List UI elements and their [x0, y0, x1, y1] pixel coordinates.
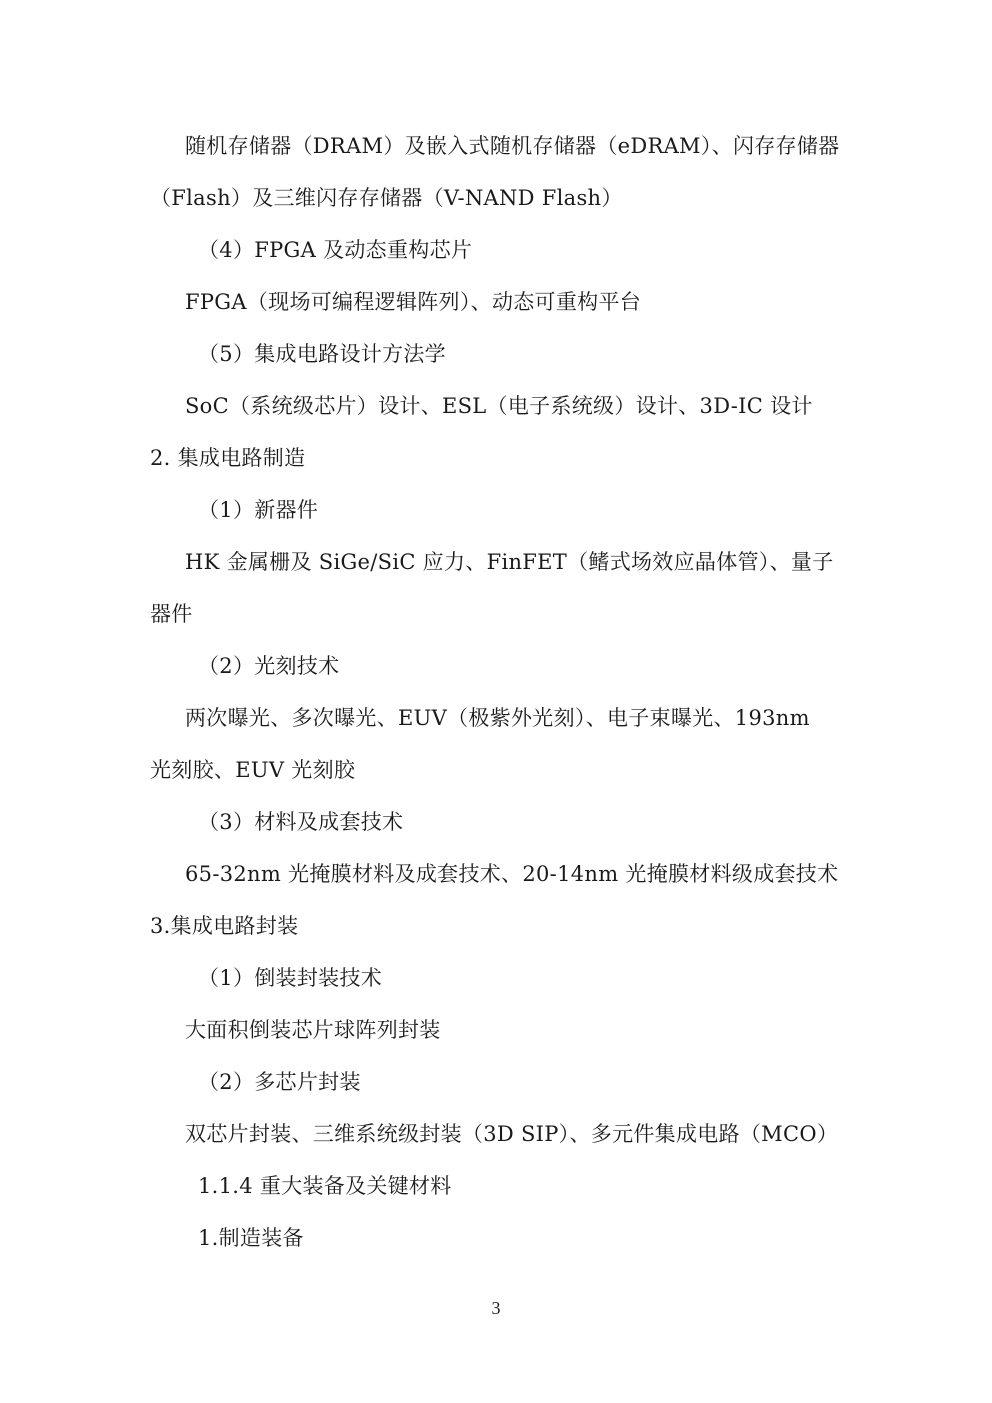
subsection-heading: （3）材料及成套技术 [198, 810, 404, 834]
body-text-line: 双芯片封装、三维系统级封装（3D SIP）、多元件集成电路（MCO） [185, 1122, 839, 1146]
body-text-line: 大面积倒装芯片球阵列封装 [185, 1018, 441, 1042]
body-text-line: HK 金属栅及 SiGe/SiC 应力、FinFET（鳍式场效应晶体管）、量子 [185, 550, 834, 574]
body-text-line: 器件 [150, 602, 193, 626]
subsection-heading: （2）多芯片封装 [198, 1070, 361, 1094]
section-heading: 1.制造装备 [198, 1226, 304, 1250]
section-heading: 2. 集成电路制造 [150, 446, 306, 470]
subsection-heading: （4）FPGA 及动态重构芯片 [198, 238, 473, 262]
section-heading: 1.1.4 重大装备及关键材料 [198, 1174, 452, 1198]
body-text-line: FPGA（现场可编程逻辑阵列）、动态可重构平台 [185, 290, 642, 314]
subsection-heading: （1）新器件 [198, 498, 319, 522]
page-number: 3 [491, 1298, 501, 1318]
body-text-line: 随机存储器（DRAM）及嵌入式随机存储器（eDRAM）、闪存存储器 [185, 134, 840, 158]
body-text-line: 两次曝光、多次曝光、EUV（极紫外光刻）、电子束曝光、193nm [185, 706, 810, 730]
subsection-heading: （2）光刻技术 [198, 654, 340, 678]
body-text-line: SoC（系统级芯片）设计、ESL（电子系统级）设计、3D-IC 设计 [185, 394, 813, 418]
subsection-heading: （1）倒装封装技术 [198, 966, 383, 990]
subsection-heading: （5）集成电路设计方法学 [198, 342, 446, 366]
section-heading: 3.集成电路封装 [150, 914, 299, 938]
body-text-line: （Flash）及三维闪存存储器（V-NAND Flash） [150, 186, 623, 210]
body-text-line: 光刻胶、EUV 光刻胶 [150, 758, 356, 782]
body-text-line: 65-32nm 光掩膜材料及成套技术、20-14nm 光掩膜材料级成套技术 [185, 862, 839, 886]
